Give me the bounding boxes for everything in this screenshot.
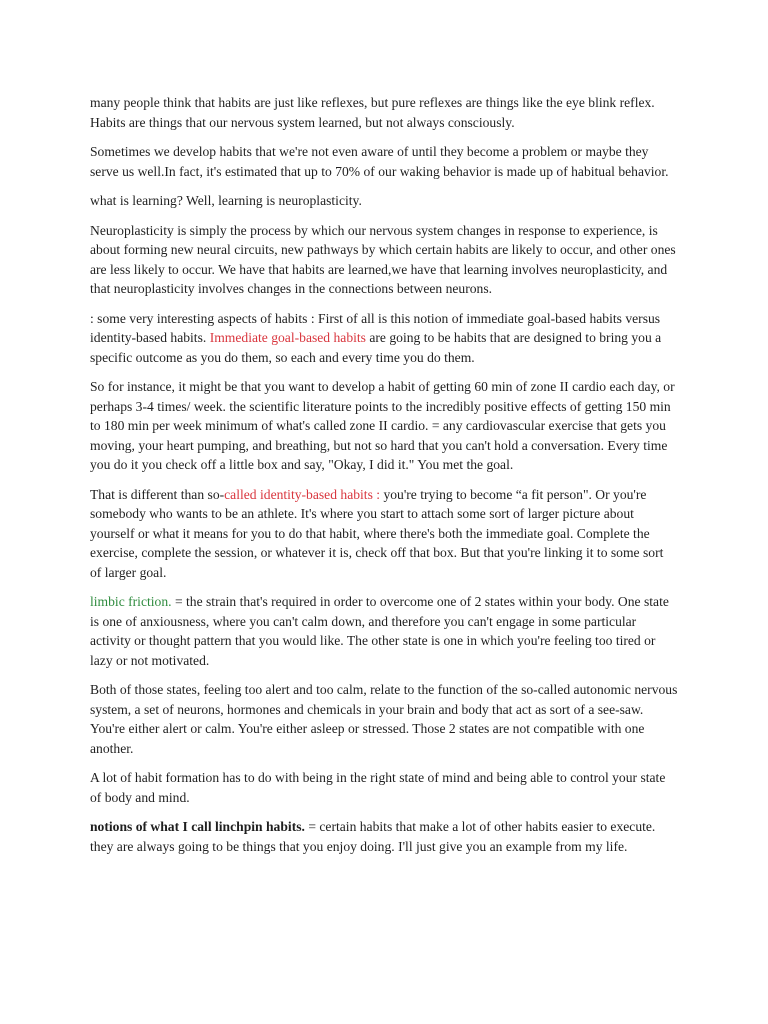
text-run: you're trying to become “a fit person". Or you're somebody who wants to be an athlete. It's where you start to attach some sort of larger picture about yourself or what it means for you to do that habit, where there's both the immediate goal. Complete the exercise, complete the session, or whatever it is, check off that box. But that you're linking it to some sort of larger goal. [90, 486, 664, 580]
highlight-immediate-goal-based-habits: Immediate goal-based habits [209, 330, 366, 345]
text-run: : some very interesting aspects of habits : First of all is this notion of immediate goal-based habits versus identity-based habits. [90, 310, 661, 345]
paragraph-goal-based-habits [90, 309, 678, 368]
paragraph-neuroplasticity: Neuroplasticity is simply the process by which our nervous system changes in response to experience, is about forming new neural circuits, new pathways by which certain habits are likely to occur, and other ones are less likely to occur. We have that habits are learned,we have that learning involves neuroplasticity, and that neuroplasticity involves changes in the connections between neurons. [90, 222, 676, 296]
text-run: = certain habits that make a lot of other habits easier to execute. they are always going to be things that you enjoy doing. I'll just give you an example from my life. [90, 819, 656, 854]
text-run: are going to be habits that are designed to bring you a specific outcome as you do them, so each and every time you do them. [90, 330, 662, 365]
text-run: That is different than so- [90, 486, 225, 502]
paragraph-autonomic-nervous-system: Both of those states, feeling too alert and too calm, relate to the function of the so-called autonomic nervous system, a set of neurons, hormones and chemicals in your brain and body that act as sort of a see-saw. You're either alert or calm. You're either asleep or stressed. Those 2 states are not compatible with one another. [90, 682, 678, 756]
paragraph-identity-based-habits [90, 485, 678, 583]
paragraph-reflexes: many people think that habits are just like reflexes, but pure reflexes are things like the eye blink reflex. Habits are things that our nervous system learned, but not always consciously. [90, 95, 655, 130]
paragraph-habitual-behavior: Sometimes we develop habits that we're not even aware of until they become a problem or maybe they serve us well.In fact, it's estimated that up to 70% of our waking behavior is made up of habitual behavior. [90, 144, 669, 179]
paragraph-limbic-friction [90, 592, 678, 670]
paragraph-linchpin-habits [90, 817, 678, 856]
highlight-identity-based-habits: called identity-based habits : [224, 486, 381, 502]
paragraph-what-is-learning: what is learning? Well, learning is neuroplasticity. [90, 193, 362, 208]
document-body [90, 93, 678, 866]
bold-linchpin-habits: notions of what I call linchpin habits. [90, 819, 305, 834]
paragraph-zone-ii-cardio: So for instance, it might be that you want to develop a habit of getting 60 min of zone II cardio each day, or perhaps 3-4 times/ week. the scientific literature points to the incredibly positive effects of getting 150 min to 180 min per week minimum of what's called zone II cardio. = any cardiovascular exercise that gets you moving, your heart pumping, and breathing, but not so hard that you can't hold a conversation. Every time you do it you check off a little box and say, "Okay, I did it." You met the goal. [90, 379, 675, 472]
highlight-limbic-friction: limbic friction. [90, 594, 172, 609]
text-run: = the strain that's required in order to overcome one of 2 states within your body. One state is one of anxiousness, where you can't calm down, and therefore you can't engage in some particular activity or thought pattern that you would like. The other state is one in which you're feeling too tired or lazy or not motivated. [90, 594, 669, 668]
paragraph-state-of-mind: A lot of habit formation has to do with being in the right state of mind and being able to control your state of body and mind. [90, 770, 666, 805]
